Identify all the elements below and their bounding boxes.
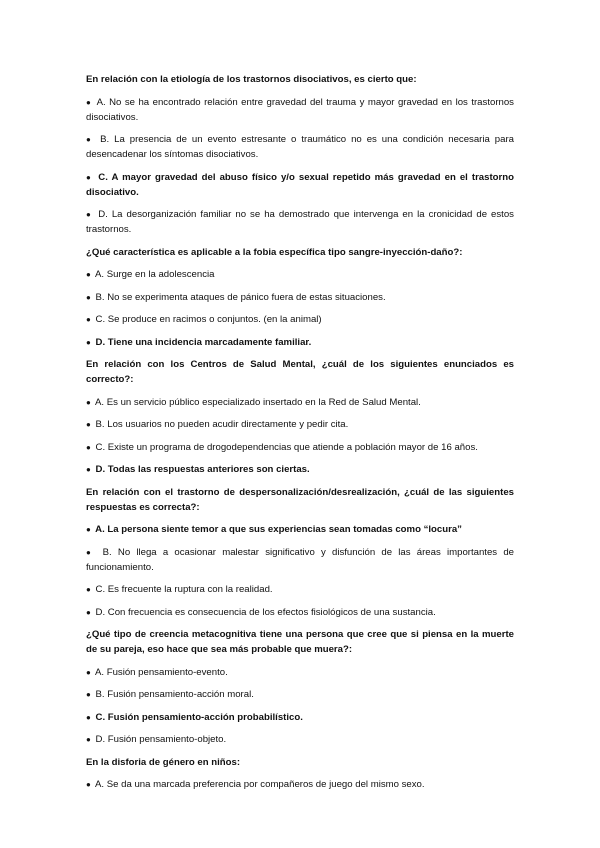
option-text: B. No se experimenta ataques de pánico fuera de estas situaciones.	[95, 291, 386, 303]
question-4-option-c	[86, 582, 514, 597]
bullet-icon: ●	[86, 465, 91, 474]
bullet-icon: ●	[86, 547, 95, 557]
option-text: D. Tiene una incidencia marcadamente familiar.	[95, 336, 312, 348]
bullet-icon: ●	[86, 712, 91, 722]
bullet-icon: ●	[86, 442, 91, 452]
bullet-icon: ●	[86, 172, 93, 182]
question-3-option-b	[86, 417, 514, 432]
option-text: D. Todas las respuestas anteriores son ciertas.	[95, 464, 310, 475]
question-1-option-a	[86, 95, 514, 125]
question-5-option-d	[86, 732, 514, 747]
bullet-icon: ●	[86, 525, 91, 534]
question-1: En relación con la etiología de los trastornos disociativos, es cierto que:	[86, 74, 417, 85]
bullet-icon: ●	[86, 97, 92, 107]
bullet-icon: ●	[86, 420, 91, 429]
bullet-icon: ●	[86, 585, 91, 594]
question-5-option-c	[86, 710, 514, 725]
option-text: D. La desorganización familiar no se ha demostrado que intervenga en la cronicidad de estos trastornos.	[86, 209, 514, 235]
bullet-icon: ●	[86, 780, 91, 789]
question-2-option-c	[86, 312, 514, 327]
question-2-option-a	[86, 267, 514, 282]
option-text: B. Los usuarios no pueden acudir directamente y pedir cita.	[95, 419, 349, 430]
question-5-option-b	[86, 687, 514, 702]
option-text: C. A mayor gravedad del abuso físico y/o sexual repetido más gravedad en el trastorno disociativo.	[86, 171, 514, 198]
question-2-option-b	[86, 290, 514, 305]
question-1-option-d	[86, 207, 514, 237]
option-text: D. Fusión pensamiento-objeto.	[95, 734, 227, 745]
bullet-icon: ●	[86, 667, 91, 677]
option-text: D. Con frecuencia es consecuencia de los efectos fisiológicos de una sustancia.	[95, 606, 436, 618]
question-6-option-a	[86, 777, 514, 792]
option-text: A. No se ha encontrado relación entre gravedad del trauma y mayor gravedad en los trastornos disociativos.	[86, 96, 514, 123]
option-text: C. Existe un programa de drogodependencias que atiende a población mayor de 16 años.	[95, 441, 478, 453]
question-5-option-a	[86, 665, 514, 680]
question-4: En relación con el trastorno de despersonalización/desrealización, ¿cuál de las siguientes respuestas es correcta?:	[86, 486, 514, 513]
question-1-option-c	[86, 170, 514, 200]
question-4-option-b	[86, 545, 514, 575]
question-3: En relación con los Centros de Salud Mental, ¿cuál de los siguientes enunciados es correcto?:	[86, 359, 514, 385]
question-2: ¿Qué característica es aplicable a la fobia específica tipo sangre-inyección-daño?:	[86, 246, 463, 258]
bullet-icon: ●	[86, 315, 91, 324]
question-3-option-a	[86, 395, 514, 410]
option-text: A. La persona siente temor a que sus experiencias sean tomadas como “locura”	[95, 524, 462, 535]
bullet-icon: ●	[86, 690, 91, 699]
bullet-icon: ●	[86, 397, 91, 407]
question-3-option-d	[86, 462, 514, 477]
bullet-icon: ●	[86, 135, 94, 144]
bullet-icon: ●	[86, 292, 91, 302]
bullet-icon: ●	[86, 337, 91, 347]
option-text: A. Surge en la adolescencia	[94, 269, 215, 280]
question-1-option-b	[86, 132, 514, 162]
document-page	[86, 72, 514, 800]
question-4-option-a	[86, 522, 514, 537]
option-text: B. No llega a ocasionar malestar significativo y disfunción de las áreas importantes de funcionamiento.	[86, 546, 514, 573]
option-text: B. Fusión pensamiento-acción moral.	[95, 689, 254, 700]
option-text: A. Es un servicio público especializado insertado en la Red de Salud Mental.	[94, 396, 421, 408]
option-text: C. Fusión pensamiento-acción probabilístico.	[95, 711, 303, 723]
option-text: C. Se produce en racimos o conjuntos. (en la animal)	[95, 314, 322, 325]
bullet-icon: ●	[86, 735, 91, 744]
question-5: ¿Qué tipo de creencia metacognitiva tiene una persona que cree que si piensa en la muerte de su pareja, eso hace que sea más probable que muera?:	[86, 629, 514, 655]
option-text: B. La presencia de un evento estresante o traumático no es una condición necesaria para desencadenar los síntomas disociativos.	[86, 134, 514, 160]
question-2-option-d	[86, 335, 514, 350]
question-6: En la disforia de género en niños:	[86, 756, 241, 768]
option-text: C. Es frecuente la ruptura con la realidad.	[95, 584, 273, 595]
bullet-icon: ●	[86, 270, 91, 279]
bullet-icon: ●	[86, 607, 91, 617]
bullet-icon: ●	[86, 210, 93, 219]
question-4-option-d	[86, 605, 514, 620]
question-3-option-c	[86, 440, 514, 455]
option-text: A. Fusión pensamiento-evento.	[94, 666, 228, 678]
option-text: A. Se da una marcada preferencia por compañeros de juego del mismo sexo.	[94, 779, 425, 790]
